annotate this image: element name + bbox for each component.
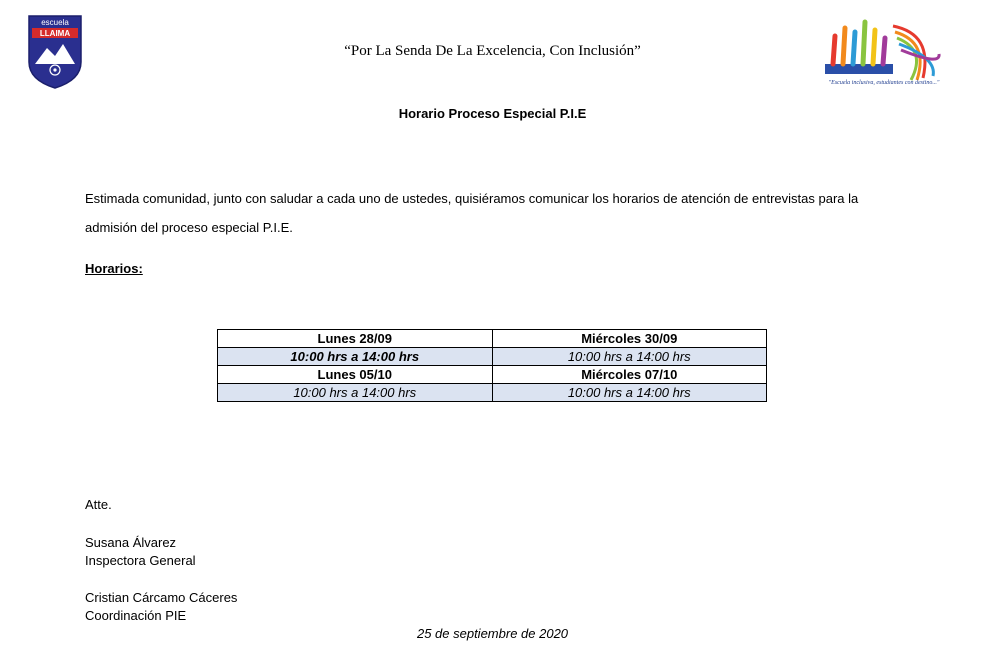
signer-name: Cristian Cárcamo Cáceres bbox=[85, 590, 238, 605]
crest-text-top: escuela bbox=[41, 18, 69, 27]
document-title: Horario Proceso Especial P.I.E bbox=[398, 106, 587, 121]
inclusion-hands-logo bbox=[823, 14, 945, 90]
table-row bbox=[218, 330, 767, 348]
intro-paragraph: Estimada comunidad, junto con saludar a cada uno de ustedes, quisiéramos comunicar los horarios de atención de entrevistas para la admisión del proceso especial P.I.E. bbox=[85, 191, 859, 235]
closing-text: Atte. bbox=[85, 497, 112, 512]
signer-role: Coordinación PIE bbox=[85, 608, 187, 623]
schedule-time-cell: 10:00 hrs a 14:00 hrs bbox=[218, 348, 493, 366]
horarios-heading: Horarios: bbox=[85, 261, 143, 276]
schedule-time-cell: 10:00 hrs a 14:00 hrs bbox=[218, 384, 493, 402]
school-motto: “Por La Senda De La Excelencia, Con Inclusión” bbox=[344, 43, 641, 59]
table-row bbox=[218, 366, 767, 384]
schedule-table bbox=[217, 329, 767, 402]
inclusion-logo-caption: "Escuela inclusiva, estudiantes con destino..." bbox=[828, 80, 940, 86]
schedule-day-cell: Lunes 28/09 bbox=[218, 330, 493, 348]
signer-name: Susana Álvarez bbox=[85, 535, 177, 550]
signer-role: Inspectora General bbox=[85, 553, 196, 568]
schedule-day-cell: Lunes 05/10 bbox=[218, 366, 493, 384]
document-date: 25 de septiembre de 2020 bbox=[416, 626, 569, 641]
schedule-day-cell: Miércoles 07/10 bbox=[492, 366, 767, 384]
table-row bbox=[218, 384, 767, 402]
table-row bbox=[218, 348, 767, 366]
schedule-time-cell: 10:00 hrs a 14:00 hrs bbox=[492, 348, 767, 366]
crest-text-band: LLAIMA bbox=[39, 29, 71, 38]
schedule-day-cell: Miércoles 30/09 bbox=[492, 330, 767, 348]
schedule-time-cell: 10:00 hrs a 14:00 hrs bbox=[492, 384, 767, 402]
